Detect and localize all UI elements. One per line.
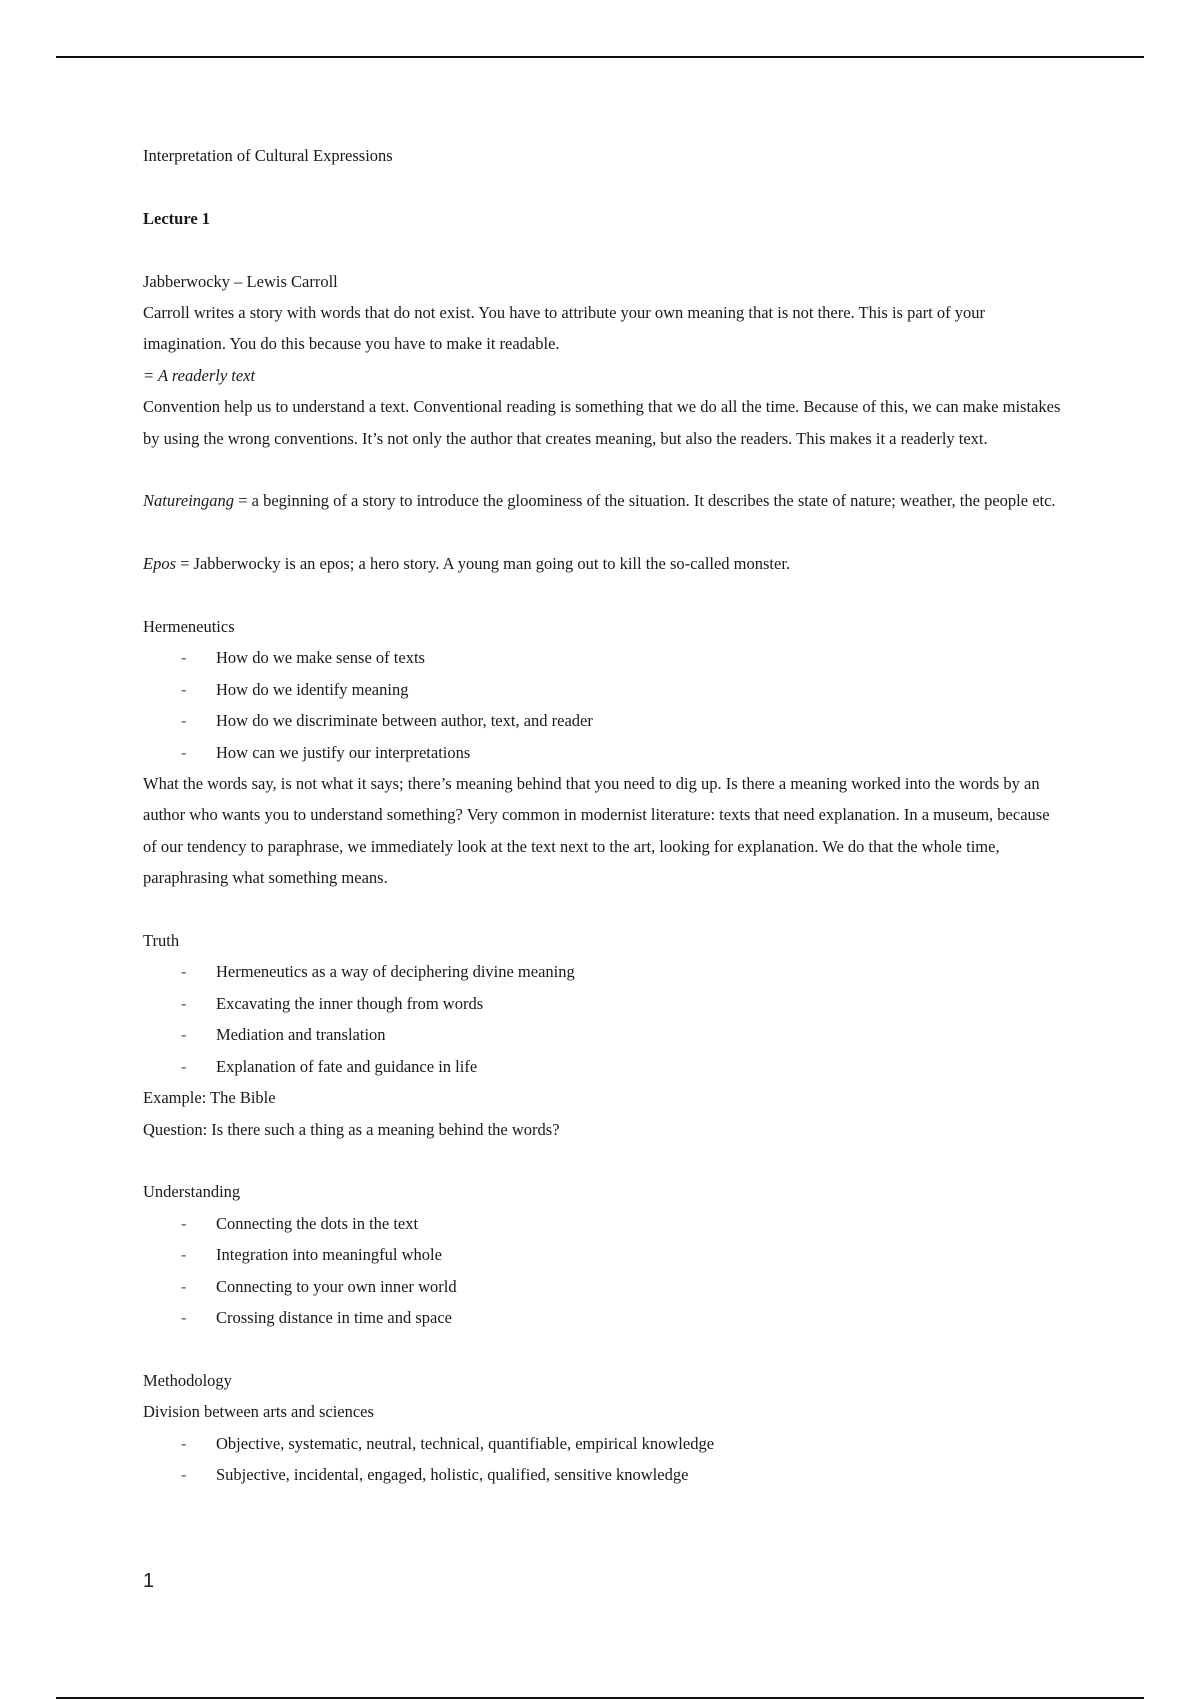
spacer — [143, 580, 1063, 611]
footer-rule — [56, 1697, 1144, 1699]
list-item: - How do we discriminate between author, text, and reader — [143, 705, 1063, 736]
hermeneutics-heading: Hermeneutics — [143, 617, 235, 637]
jabberwocky-paragraph: Carroll writes a story with words that do not exist. You have to attribute your own meaning that is not there. This is part of your imagination. You do this because you have to make it readable. — [143, 303, 985, 354]
jabberwocky-heading: Jabberwocky – Lewis Carroll — [143, 271, 338, 291]
truth-example: Example: The Bible — [143, 1088, 276, 1108]
truth-list — [143, 956, 1063, 1082]
list-item: - Excavating the inner though from words — [143, 988, 1063, 1019]
truth-heading: Truth — [143, 931, 180, 951]
list-item: - Hermeneutics as a way of deciphering divine meaning — [143, 956, 1063, 987]
epos-definition — [143, 548, 1063, 579]
list-item: - Connecting the dots in the text — [143, 1208, 1063, 1239]
epos-text: = Jabberwocky is an epos; a hero story. A young man going out to kill the so-called monster. — [176, 554, 791, 574]
truth-question: Question: Is there such a thing as a meaning behind the words? — [143, 1119, 560, 1139]
page-number: 1 — [143, 1570, 155, 1592]
document-title: Interpretation of Cultural Expressions — [143, 146, 393, 165]
spacer — [143, 454, 1063, 485]
methodology-subheading: Division between arts and sciences — [143, 1402, 374, 1422]
understanding-list — [143, 1208, 1063, 1334]
hermeneutics-paragraph: What the words say, is not what it says; there’s meaning behind that you need to dig up. Is there a meaning worked into the words by an author who wants you to understand something? Very common in modernist literature: texts that need explanation. In a museum, because of our tendency to paraphrase, we immediately look at the text next to the art, looking for explanation. We do that the whole time, paraphrasing what something means. — [143, 774, 1050, 888]
page-content — [143, 140, 1063, 1490]
spacer — [143, 1145, 1063, 1176]
lecture-heading: Lecture 1 — [143, 208, 211, 228]
methodology-list — [143, 1428, 1063, 1491]
methodology-heading: Methodology — [143, 1370, 232, 1390]
natureingang-text: = a beginning of a story to introduce the gloominess of the situation. It describes the state of nature; weather, the people etc. — [234, 491, 1056, 511]
readerly-text-note: = A readerly text — [143, 365, 256, 385]
list-item: - Explanation of fate and guidance in life — [143, 1051, 1063, 1082]
natureingang-term: Natureingang — [143, 491, 235, 511]
understanding-heading: Understanding — [143, 1182, 241, 1202]
list-item: - Objective, systematic, neutral, technical, quantifiable, empirical knowledge — [143, 1428, 1063, 1459]
list-item: - Crossing distance in time and space — [143, 1302, 1063, 1333]
natureingang-definition — [143, 485, 1063, 516]
epos-term: Epos — [143, 554, 176, 574]
list-item: - How do we make sense of texts — [143, 642, 1063, 673]
list-item: - Mediation and translation — [143, 1019, 1063, 1050]
spacer — [143, 234, 1063, 265]
list-item: - Integration into meaningful whole — [143, 1239, 1063, 1270]
spacer — [143, 1333, 1063, 1364]
spacer — [143, 894, 1063, 925]
spacer — [143, 171, 1063, 202]
hermeneutics-list — [143, 642, 1063, 768]
list-item: - Subjective, incidental, engaged, holistic, qualified, sensitive knowledge — [143, 1459, 1063, 1490]
convention-paragraph: Convention help us to understand a text. Conventional reading is something that we do all the time. Because of this, we can make mistakes by using the wrong conventions. It’s not only the author that creates meaning, but also the readers. This makes it a readerly text. — [143, 397, 1061, 448]
header-rule — [56, 56, 1144, 58]
list-item: - Connecting to your own inner world — [143, 1271, 1063, 1302]
list-item: - How do we identify meaning — [143, 674, 1063, 705]
spacer — [143, 517, 1063, 548]
list-item: - How can we justify our interpretations — [143, 737, 1063, 768]
